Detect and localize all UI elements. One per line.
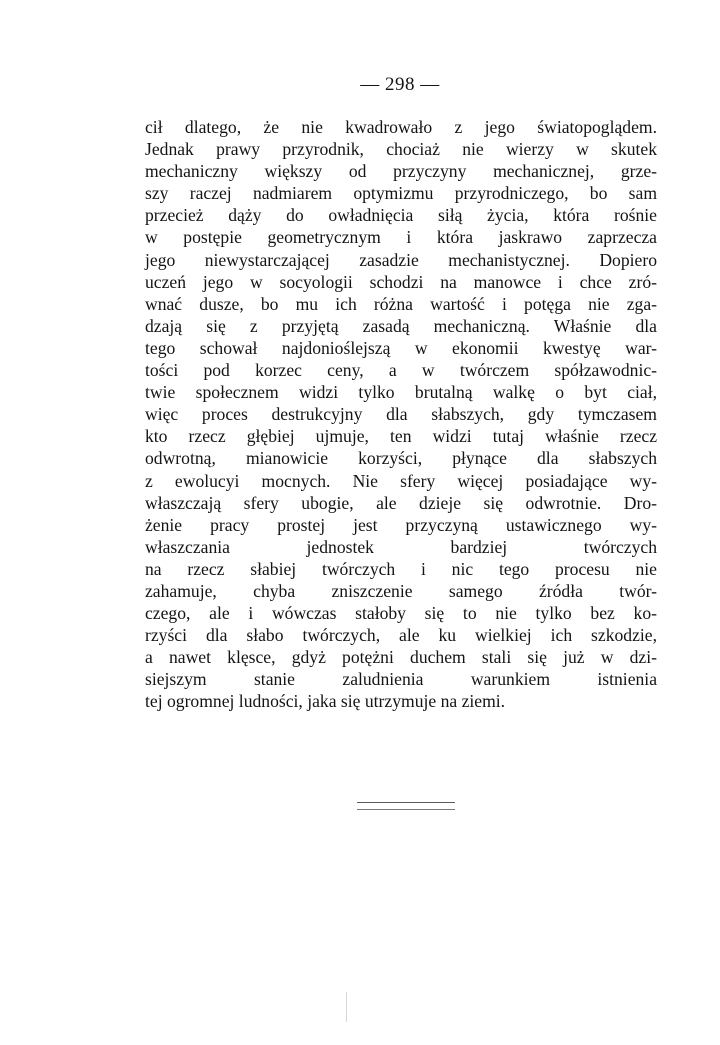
text-line: twie społecznem widzi tylko brutalną walkę o byt ciał,: [145, 382, 657, 403]
text-line: Jednak prawy przyrodnik, chociaż nie wierzy w skutek: [145, 139, 657, 160]
text-line: zahamuje, chyba zniszczenie samego źródła twór-: [145, 580, 657, 601]
text-line: kto rzecz głębiej ujmuje, ten widzi tutaj właśnie rzecz: [145, 426, 657, 447]
text-line: na rzecz słabiej twórczych i nic tego procesu nie: [145, 558, 657, 579]
page-number: — 298 —: [360, 74, 440, 95]
text-line: uczeń jego w socyologii schodzi na manowce i chce zró-: [145, 271, 657, 292]
text-line: w postępie geometrycznym i która jaskrawo zaprzecza: [145, 227, 657, 248]
text-line: jego niewystarczającej zasadzie mechanistycznej. Dopiero: [145, 249, 657, 270]
text-line: mechaniczny większy od przyczyny mechanicznej, grze-: [145, 161, 657, 182]
text-line: a nawet klęsce, gdyż potężni duchem stali się już w dzi-: [145, 647, 657, 668]
text-line: siejszym stanie zaludnienia warunkiem istnienia: [145, 669, 657, 690]
end-rule: [357, 809, 455, 810]
text-line: tego schował najdonioślejszą w ekonomii kwestyę war-: [145, 337, 657, 358]
body-text: [145, 116, 657, 713]
text-line: cił dlatego, że nie kwadrowało z jego światopoglądem.: [145, 117, 657, 137]
text-line: tości pod korzec ceny, a w twórczem spółzawodnic-: [145, 360, 657, 381]
text-line: z ewolucyi mocnych. Nie sfery więcej posiadające wy-: [145, 470, 657, 491]
text-line: rzyści dla słabo twórczych, ale ku wielkiej ich szkodzie,: [145, 625, 657, 646]
text-line: właszczają sfery ubogie, ale dzieje się odwrotnie. Dro-: [145, 492, 657, 513]
text-line: właszczania jednostek bardziej twórczych: [145, 536, 657, 557]
end-rule: [357, 802, 455, 803]
text-line: żenie pracy prostej jest przyczyną ustawicznego wy-: [145, 514, 657, 535]
text-line: odwrotną, mianowicie korzyści, płynące dla słabszych: [145, 448, 657, 469]
text-line: więc proces destrukcyjny dla słabszych, gdy tymczasem: [145, 404, 657, 425]
text-line: czego, ale i wówczas stałoby się to nie tylko bez ko-: [145, 603, 657, 624]
text-line: wnać dusze, bo mu ich różna wartość i potęga nie zga-: [145, 293, 657, 314]
paper-speck: [346, 992, 347, 1022]
text-line: przecież dąży do owładnięcia siłą życia, która rośnie: [145, 205, 657, 226]
text-line: szy raczej nadmiarem optymizmu przyrodniczego, bo sam: [145, 183, 657, 204]
text-line: dzają się z przyjętą zasadą mechaniczną. Właśnie dla: [145, 315, 657, 336]
text-line: tej ogromnej ludności, jaka się utrzymuje na ziemi.: [145, 691, 506, 712]
